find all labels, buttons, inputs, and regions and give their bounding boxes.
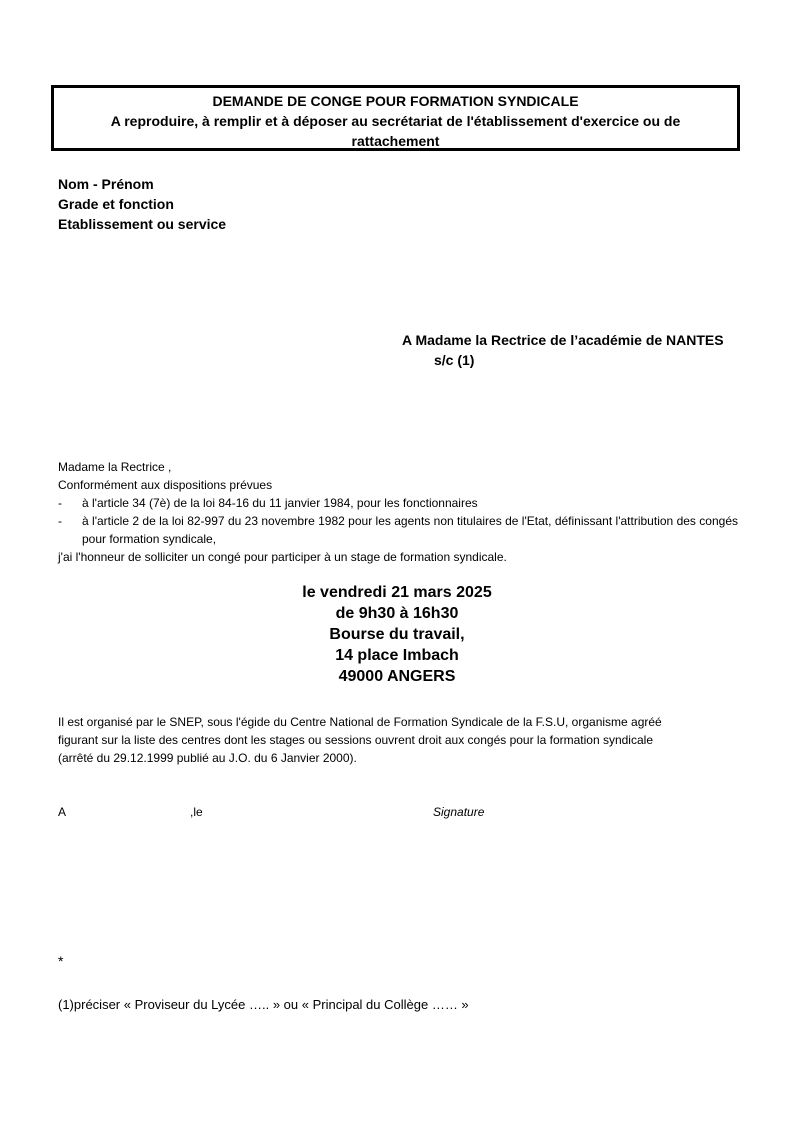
- signature-label: Signature: [433, 805, 485, 819]
- document-title: DEMANDE DE CONGE POUR FORMATION SYNDICALE: [212, 93, 579, 109]
- intro: Conformément aux dispositions prévues: [58, 478, 273, 492]
- place-label: A: [58, 805, 67, 819]
- establishment-label: Etablissement ou service: [58, 216, 227, 232]
- bullet-text: à l'article 34 (7è) de la loi 84-16 du 11 janvier 1984, pour les fonctionnaires: [82, 496, 478, 510]
- asterisk-mark: *: [58, 953, 64, 969]
- date-label: ,le: [190, 805, 203, 819]
- header-box: [51, 85, 740, 151]
- event-city: 49000 ANGERS: [338, 668, 456, 685]
- organizer-line: (arrêté du 29.12.1999 publié au J.O. du 6 Janvier 2000).: [58, 751, 357, 765]
- event-street: 14 place Imbach: [335, 647, 459, 664]
- organizer-line: Il est organisé par le SNEP, sous l'égide du Centre National de Formation Syndicale de la F.S.U, organisme agréé: [58, 715, 662, 729]
- event-time: de 9h30 à 16h30: [335, 605, 459, 622]
- document-subtitle-line2: rattachement: [351, 133, 440, 149]
- addressee-line: A Madame la Rectrice de l’académie de NANTES: [402, 332, 724, 348]
- addressee-block: [402, 330, 724, 370]
- organizer-paragraph: [58, 713, 738, 767]
- salutation: Madame la Rectrice ,: [58, 460, 172, 474]
- bullet-text: à l'article 2 de la loi 82-997 du 23 novembre 1982 pour les agents non titulaires de l'Etat, définissant l'attribution des congés pour formation syndicale,: [82, 514, 738, 546]
- identity-block: [58, 174, 226, 234]
- request-sentence: j'ai l'honneur de solliciter un congé pour participer à un stage de formation syndicale.: [58, 550, 507, 564]
- bullet-item: [58, 512, 738, 548]
- event-venue: Bourse du travail,: [329, 626, 465, 643]
- grade-label: Grade et fonction: [58, 196, 174, 212]
- footnote: (1)préciser « Proviseur du Lycée ….. » ou « Principal du Collège …… »: [58, 997, 469, 1012]
- name-label: Nom - Prénom: [58, 176, 154, 192]
- event-details: [0, 582, 794, 687]
- event-date: le vendredi 21 mars 2025: [302, 584, 492, 601]
- document-subtitle-line1: A reproduire, à remplir et à déposer au secrétariat de l'établissement d'exercice ou de: [110, 113, 681, 129]
- bullet-item: [58, 494, 738, 512]
- organizer-line: figurant sur la liste des centres dont les stages ou sessions ouvrent droit aux congés pour la formation syndicale: [58, 733, 653, 747]
- bullet-dash: -: [58, 496, 62, 510]
- letter-body: [58, 458, 738, 566]
- addressee-sc: s/c (1): [434, 352, 475, 368]
- bullet-dash: -: [58, 514, 62, 528]
